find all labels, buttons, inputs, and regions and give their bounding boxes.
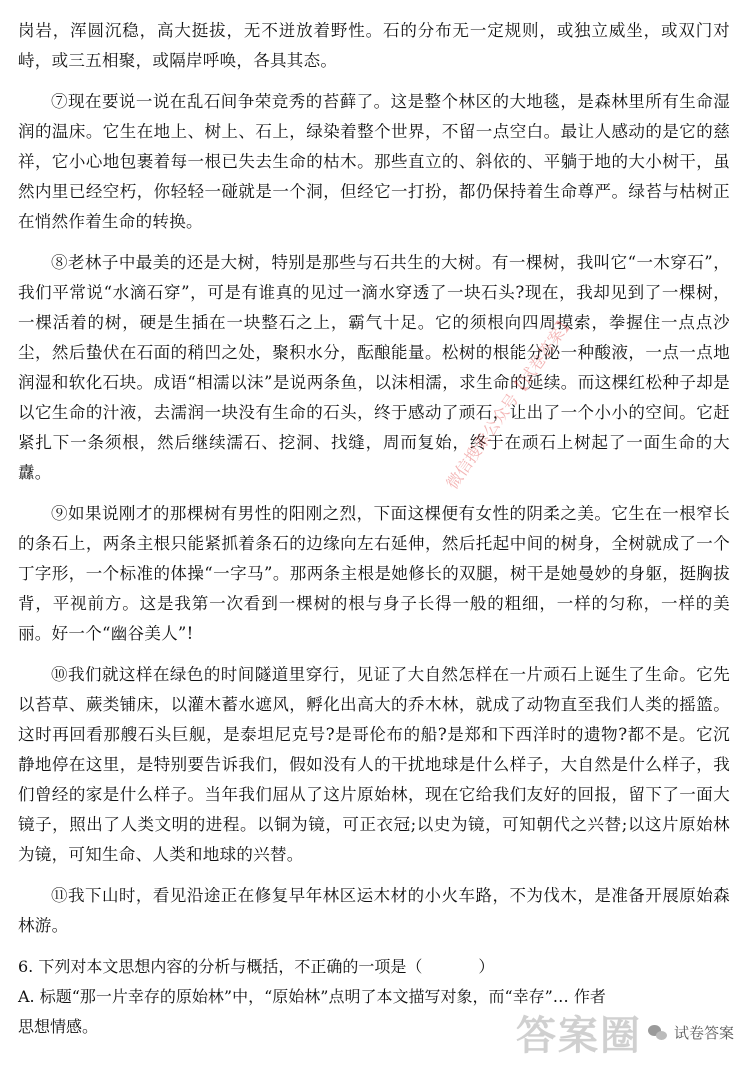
paragraph-8: ⑧老林子中最美的还是大树，特别是那些与石共生的大树。有一棵树，我叫它“一木穿石”，我们平常说“水滴石穿”，可是有谁真的见过一滴水穿透了一块石头?现在，我却见到了一棵树，一棵活着的树，硬是生插在一块整石之上，霸气十足。它的须根向四周摸索，拳握住一点点沙尘，然后蛰伏在石面的稍凹之处，聚积水分，酝酿能量。松树的根能分泌一种酸液，一点一点地润湿和软化石块。成语“相濡以沫”是说两条鱼，以沫相濡，求生命的延续。而这棵红松种子却是以它生命的汁液，去濡润一块没有生命的石头，终于感动了顽石，让出了一个小小的空间。它赶紧扎下一条须根，然后继续濡石、挖洞、找缝，周而复始，终于在顽石上树起了一面生命的大纛。 (18, 253, 730, 482)
question-stem-end: ） (478, 957, 495, 976)
paragraph-7: ⑦现在要说一说在乱石间争荣竞秀的苔藓了。这是整个林区的大地毯，是森林里所有生命湿润的温床。它生在地上、树上、石上，绿染着整个世界，不留一点空白。最让人感动的是它的慈祥，它小心地包裹着每一根已失去生命的枯木。那些直立的、斜依的、平躺于地的大小树干，虽然内里已经空朽，你轻轻一碰就是一个洞，但经它一打扮，都仍保持着生命尊严。绿苔与枯树正在悄然作着生命的转换。 (18, 92, 730, 231)
document-page (18, 16, 730, 1042)
paragraph-9: ⑨如果说刚才的那棵树有男性的阳刚之烈，下面这棵便有女性的阴柔之美。它生在一根窄长的条石上，两条主根只能紧抓着条石的边缘向左右延伸，然后托起中间的树身，全树就成了一个丁字形，一个标准的体操“一字马”。那两条主根是她修长的双腿，树干是她曼妙的身躯，挺胸拔背，平视前方。这是我第一次看到一棵树的根与身子长得一般的粗细，一样的匀称，一样的美丽。好一个“幽谷美人”! (18, 504, 730, 643)
option-a-text-cont: 思想情感。 (18, 1017, 99, 1036)
watermark-text: 微信搜索公众号【试卷答案】 (442, 311, 578, 493)
question-6 (18, 952, 730, 982)
paragraph-11: ⑪我下山时，看见沿途正在修复早年林区运木材的小火车路，不为伐木，是准备开展原始森林游。 (18, 886, 730, 935)
option-a-text: A. 标题“那一片幸存的原始林”中，“原始林”点明了本文描写对象，而“幸存”… 作者 (18, 987, 606, 1006)
logo-caption: 试卷答案 (673, 1024, 734, 1042)
paragraph-6-continued: 岗岩，浑圆沉稳，高大挺拔，无不迸放着野性。石的分布无一定规则，或独立威坐，或双门对峙，或三五相聚，或隔岸呼唤，各具其态。 (18, 21, 730, 70)
logo-mark: 答案圈 (515, 1013, 642, 1059)
paragraph-10: ⑩我们就这样在绿色的时间隧道里穿行，见证了大自然怎样在一片顽石上诞生了生命。它先以苔草、蕨类铺床，以灌木蓄水遮风，孵化出高大的乔木林，就成了动物直至我们人类的摇篮。这时再回看那艘石头巨舰，是泰坦尼克号?是哥伦布的船?是郑和下西洋时的遗物?都不是。它沉静地停在这里，是特别要告诉我们，假如没有人的干扰地球是什么样子，大自然是什么样子，我们曾经的家是什么样子。当年我们屈从了这片原始林，现在它给我们友好的回报，留下了一面大镜子，照出了人类文明的进程。以铜为镜，可正衣冠;以史为镜，可知朝代之兴替;以这片原始林为镜，可知生命、人类和地球的兴替。 (18, 665, 730, 864)
question-stem: 6. 下列对本文思想内容的分析与概括，不正确的一项是（ (18, 957, 423, 976)
wechat-icon (648, 1025, 668, 1041)
site-logo (516, 1004, 734, 1061)
